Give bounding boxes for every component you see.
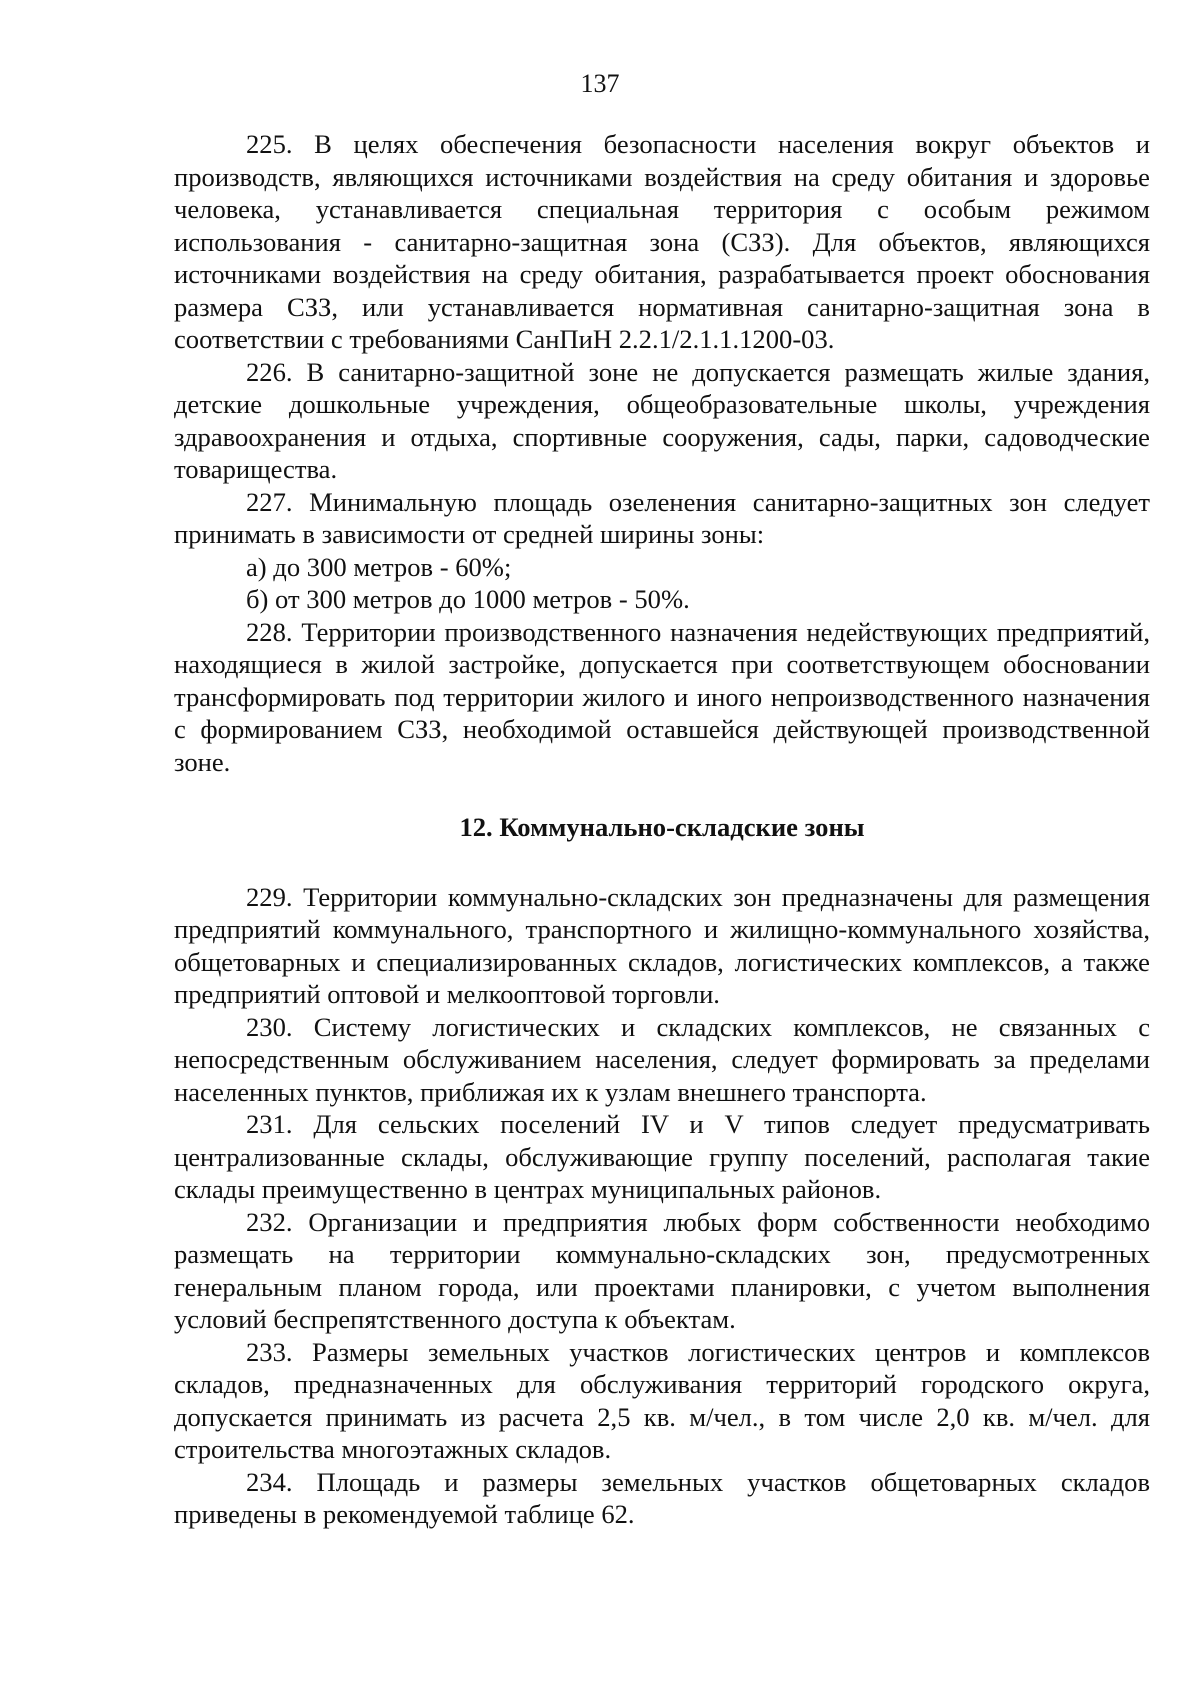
paragraph-229: 229. Территории коммунально-складских зон предназначены для размещения предприятий коммунального, транспортного и жилищно-коммунального хозяйства, общетоварных и специализированных складов, логистических комплексов, а также предприятий оптовой и мелкооптовой торговли. xyxy=(174,881,1150,1009)
paragraph-230: 230. Систему логистических и складских комплексов, не связанных с непосредственным обслуживанием населения, следует формировать за пределами населенных пунктов, приближая их к узлам внешнего транспорта. xyxy=(174,1011,1150,1107)
document-body xyxy=(174,128,1150,1531)
paragraph-232: 232. Организации и предприятия любых форм собственности необходимо размещать на территории коммунально-складских зон, предусмотренных генеральным планом города, или проектами планировки, с учетом выполнения условий беспрепятственного доступа к объектам. xyxy=(174,1206,1150,1334)
section-heading: 12. Коммунально-складские зоны xyxy=(459,812,865,842)
paragraph-228: 228. Территории производственного назначения недействующих предприятий, находящиеся в жилой застройке, допускается при соответствующем обосновании трансформировать под территории жилого и иного непроизводственного назначения с формированием СЗЗ, необходимой оставшейся действующей производственной зоне. xyxy=(174,616,1150,777)
paragraph-233: 233. Размеры земельных участков логистических центров и комплексов складов, предназначенных для обслуживания территорий городского округа, допускается принимать из расчета 2,5 кв. м/чел., в том числе 2,0 кв. м/чел. для строительства многоэтажных складов. xyxy=(174,1336,1150,1464)
paragraph-231: 231. Для сельских поселений IV и V типов следует предусматривать централизованные склады, обслуживающие группу поселений, располагая такие склады преимущественно в центрах муниципальных районов. xyxy=(174,1109,1150,1204)
paragraph-227: 227. Минимальную площадь озеленения санитарно-защитных зон следует принимать в зависимости от средней ширины зоны: xyxy=(174,486,1150,549)
page-number: 137 xyxy=(580,69,620,98)
paragraph-226: 226. В санитарно-защитной зоне не допускается размещать жилые здания, детские дошкольные учреждения, общеобразовательные школы, учреждения здравоохранения и отдыха, спортивные сооружения, сады, парки, садоводческие товарищества. xyxy=(174,356,1150,484)
paragraph-225: 225. В целях обеспечения безопасности населения вокруг объектов и производств, являющихся источниками воздействия на среду обитания и здоровье человека, устанавливается специальная территория с особым режимом использования - санитарно-защитная зона (СЗЗ). Для объектов, являющихся источниками воздействия на среду обитания, разрабатывается проект обоснования размера СЗЗ, или устанавливается нормативная санитарно-защитная зона в соответствии с требованиями СанПиН 2.2.1/2.1.1.1200-03. xyxy=(174,129,1150,354)
paragraph-234: 234. Площадь и размеры земельных участков общетоварных складов приведены в рекомендуемой таблице 62. xyxy=(174,1466,1150,1529)
list-item-b: б) от 300 метров до 1000 метров - 50%. xyxy=(246,584,690,614)
list-item-a: а) до 300 метров - 60%; xyxy=(246,551,512,582)
